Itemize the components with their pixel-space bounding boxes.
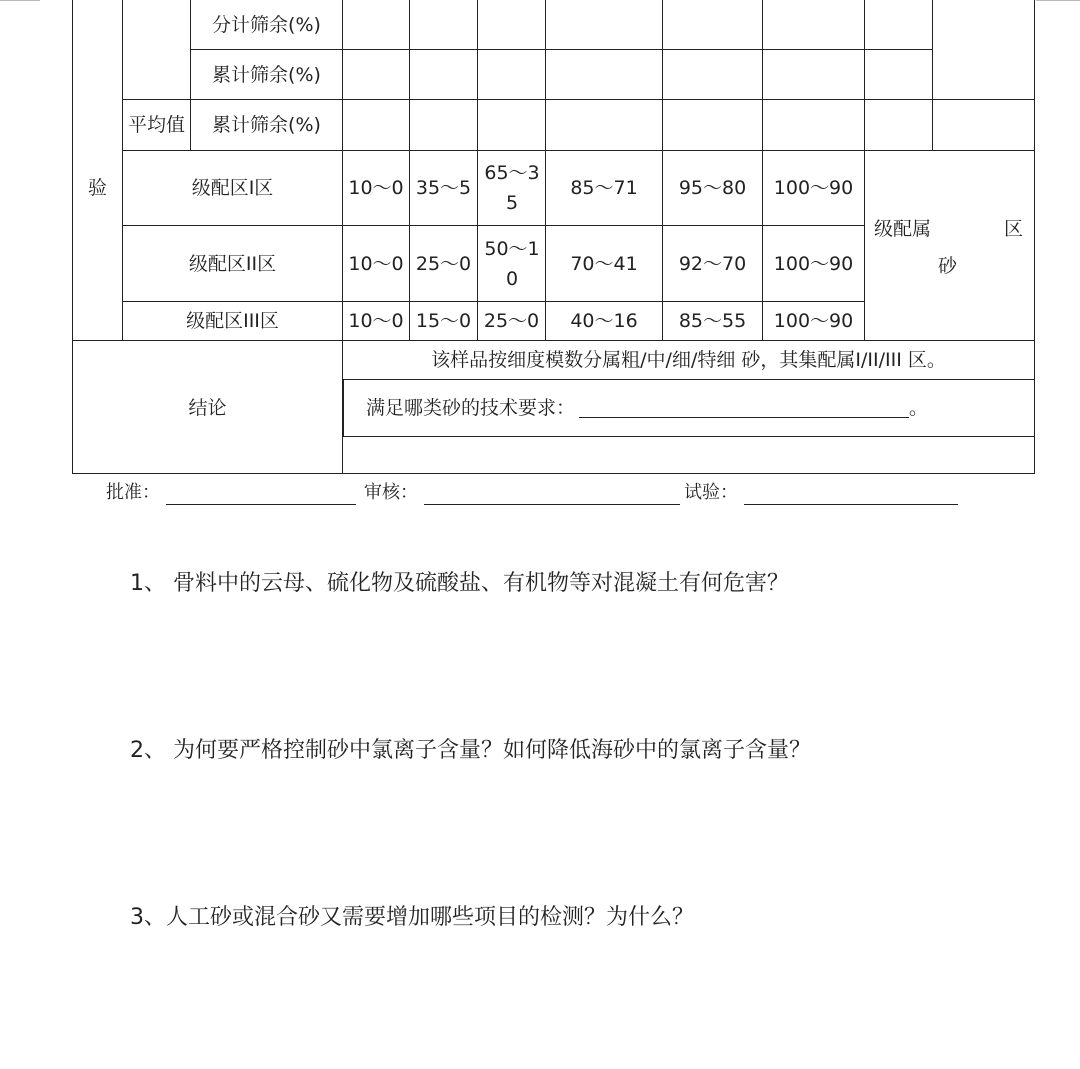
- page-edge-line: [0, 0, 40, 1]
- table-rule: [343, 436, 1034, 437]
- question-2: 2、 为何要严格控制砂中氯离子含量？如何降低海砂中的氯离子含量？: [130, 738, 811, 763]
- grading-value: 25～0: [415, 252, 472, 275]
- grading-belongs-zone: 区: [1004, 218, 1024, 240]
- section-label: 验: [87, 177, 107, 199]
- requirement-end: 。: [909, 397, 929, 419]
- requirement-label: 满足哪类砂的技术要求：: [366, 397, 576, 419]
- grading-belongs-label: 级配属: [874, 218, 932, 240]
- approve-signature: [106, 481, 356, 505]
- table-rule: [864, 0, 865, 341]
- grading-zone-label: 级配区II区: [188, 252, 277, 275]
- requirement-blank: [579, 399, 909, 418]
- row-label-avg-leiji: 累计筛余(%): [212, 114, 321, 136]
- grading-value: 25～0: [483, 310, 540, 332]
- grading-value: 70～41: [570, 252, 638, 275]
- grading-value: 10～0: [348, 252, 404, 275]
- table-rule: [343, 379, 344, 437]
- table-border: [1034, 0, 1035, 474]
- test-signature: [684, 481, 958, 505]
- grading-zone-label: 级配区III区: [186, 310, 279, 332]
- grading-value: 100～90: [773, 177, 854, 199]
- grading-value: 10～0: [348, 310, 404, 332]
- grading-value: 100～90: [773, 252, 854, 275]
- approve-blank: [166, 486, 356, 505]
- grading-belongs-sand: 砂: [938, 255, 958, 277]
- grading-value: 50～10: [484, 237, 540, 290]
- row-label-average: 平均值: [127, 114, 185, 136]
- grading-value: 10～0: [348, 177, 404, 199]
- grading-value: 15～0: [415, 310, 472, 332]
- conclusion-requirement: [366, 380, 928, 436]
- grading-value: 35～5: [415, 177, 472, 199]
- approve-label: 批准：: [106, 482, 160, 503]
- conclusion-statement: 该样品按细度模数分属粗/中/细/特细 砂，其集配属I/II/III 区。: [431, 349, 946, 371]
- grading-value: 40～16: [570, 310, 638, 332]
- row-label-leiji: 累计筛余(%): [212, 63, 321, 86]
- table-rule: [477, 0, 478, 341]
- table-rule: [932, 0, 933, 150]
- grading-value: 65～35: [484, 162, 540, 214]
- table-rule: [72, 473, 1034, 474]
- question-3: 3、人工砂或混合砂又需要增加哪些项目的检测？为什么？: [130, 905, 694, 930]
- page-edge-line: [1036, 0, 1080, 1]
- review-signature: [364, 481, 680, 505]
- grading-value: 95～80: [678, 177, 747, 199]
- review-blank: [424, 486, 680, 505]
- grading-value: 100～90: [773, 310, 854, 332]
- test-blank: [744, 486, 958, 505]
- test-label: 试验：: [684, 482, 738, 503]
- conclusion-label: 结论: [188, 397, 227, 419]
- question-1: 1、 骨料中的云母、硫化物及硫酸盐、有机物等对混凝土有何危害？: [130, 571, 789, 596]
- review-label: 审核：: [364, 482, 418, 503]
- grading-value: 92～70: [678, 252, 747, 275]
- grading-zone-label: 级配区I区: [191, 177, 274, 199]
- row-label-fenji: 分计筛余(%): [212, 13, 321, 36]
- grading-value: 85～55: [678, 310, 747, 332]
- grading-value: 85～71: [570, 177, 638, 199]
